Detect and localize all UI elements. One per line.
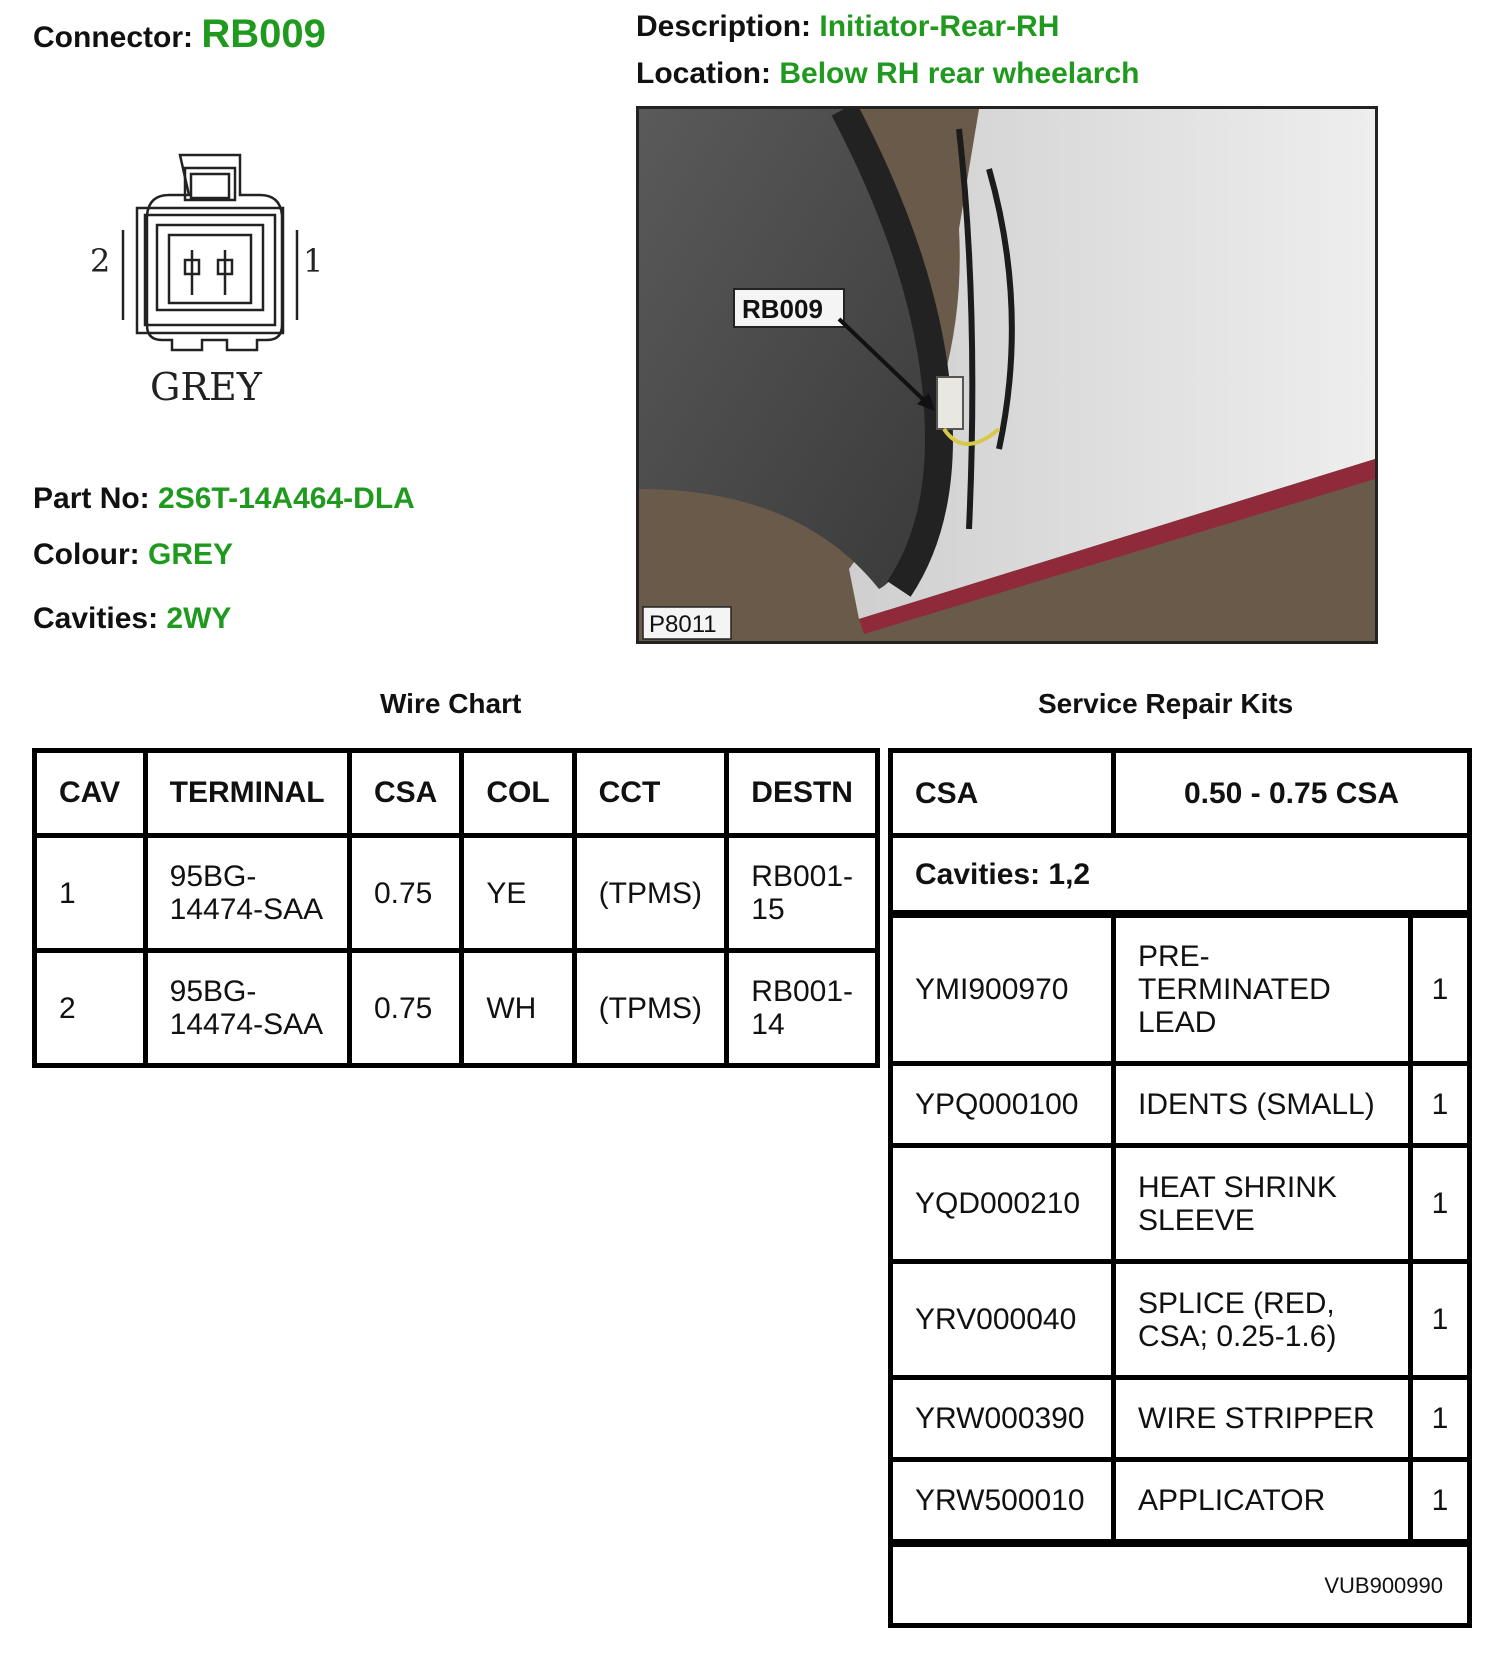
housing-inner <box>157 225 263 310</box>
kit-desc-line: LEAD <box>1138 1006 1217 1039</box>
terminal-line-2: 14474-SAA <box>169 893 324 926</box>
housing-mid <box>145 215 275 325</box>
destn-line-1: RB001- <box>751 975 853 1008</box>
destn-line-2: 14 <box>751 1008 785 1041</box>
cell-csa: 0.75 <box>352 838 464 953</box>
repair-kits-table <box>888 748 1472 1628</box>
cell-col: YE <box>464 838 576 953</box>
destn-line-2: 15 <box>751 893 785 926</box>
list-item <box>893 1380 1467 1462</box>
location-value: Below RH rear wheelarch <box>779 57 1140 90</box>
connector-heading <box>33 12 326 57</box>
part-no-label: Part No: <box>33 482 150 515</box>
photo-ref-label: P8011 <box>649 611 717 638</box>
terminal-line-1: 95BG- <box>169 975 257 1008</box>
description-label: Description: <box>636 10 812 43</box>
cell-terminal <box>148 953 352 1063</box>
kit-part-number: YMI900970 <box>915 973 1069 1006</box>
connector-label: Connector: <box>33 21 193 54</box>
kit-part-number: YPQ000100 <box>915 1088 1079 1121</box>
kit-quantity: 1 <box>1431 1303 1449 1336</box>
kits-header-csa: CSA <box>915 776 979 810</box>
kits-header-row <box>893 753 1467 838</box>
header-destn: DESTN <box>729 753 875 838</box>
connector-value: RB009 <box>201 12 326 56</box>
cell-terminal <box>148 838 352 953</box>
pin-number-1: 1 <box>303 242 324 280</box>
terminal-line-2: 14474-SAA <box>169 1008 324 1041</box>
kit-desc-line: HEAT SHRINK <box>1138 1170 1337 1204</box>
table-row <box>37 838 875 953</box>
housing-outer <box>137 208 283 333</box>
kit-description <box>1116 1264 1408 1375</box>
cell-destn <box>729 953 875 1063</box>
kit-description: APPLICATOR <box>1138 1484 1326 1517</box>
kit-quantity: 1 <box>1431 1088 1449 1121</box>
kits-header-range: 0.50 - 0.75 CSA <box>1183 776 1400 810</box>
photo-callout-label: RB009 <box>742 294 823 324</box>
wire-chart-title: Wire Chart <box>380 688 522 719</box>
wire-chart-header-row <box>37 753 875 838</box>
header-csa: CSA <box>352 753 464 838</box>
cell-csa: 0.75 <box>352 953 464 1063</box>
kit-quantity: 1 <box>1431 1484 1449 1517</box>
list-item <box>893 1148 1467 1264</box>
kit-description <box>1116 918 1408 1061</box>
cell-cct: (TPMS) <box>577 953 730 1063</box>
latch-inner <box>191 174 229 198</box>
kit-quantity: 1 <box>1431 973 1449 1006</box>
kits-footer-row <box>893 1544 1467 1623</box>
description-value: Initiator-Rear-RH <box>819 10 1060 43</box>
cell-cct: (TPMS) <box>577 838 730 953</box>
cell-col: WH <box>464 953 576 1063</box>
terminal-pin-1 <box>218 250 232 295</box>
destn-line-1: RB001- <box>751 860 853 893</box>
location-line <box>636 57 1139 91</box>
kit-description <box>1116 1148 1408 1259</box>
cavities-label: Cavities: <box>33 602 159 635</box>
cell-cav: 2 <box>37 953 148 1063</box>
header-cav: CAV <box>37 753 148 838</box>
kit-desc-line: TERMINATED <box>1138 973 1331 1006</box>
kit-desc-line: SPLICE (RED, <box>1138 1286 1335 1320</box>
location-photo <box>636 106 1378 644</box>
list-item <box>893 1462 1467 1544</box>
list-item <box>893 1066 1467 1148</box>
table-row <box>37 953 875 1063</box>
cell-cav: 1 <box>37 838 148 953</box>
side-ribs <box>123 230 297 320</box>
description-line <box>636 10 1059 44</box>
kit-description: WIRE STRIPPER <box>1138 1402 1375 1435</box>
location-label: Location: <box>636 57 771 90</box>
list-item <box>893 918 1467 1066</box>
terminal-line-1: 95BG- <box>169 860 257 893</box>
kits-cavities-text: Cavities: 1,2 <box>915 857 1091 891</box>
kit-desc-line: PRE- <box>1138 940 1210 973</box>
kit-part-number: YRW000390 <box>915 1402 1085 1435</box>
kit-number: VUB900990 <box>1324 1572 1443 1598</box>
kit-desc-line: SLEEVE <box>1138 1203 1255 1237</box>
colour-line <box>33 538 233 572</box>
colour-label: Colour: <box>33 538 140 571</box>
colour-value: GREY <box>147 538 234 571</box>
part-no-line <box>33 482 415 516</box>
terminal-cavity <box>169 235 251 303</box>
cavities-value: 2WY <box>166 602 232 635</box>
connector-in-photo <box>937 377 963 429</box>
part-no-value: 2S6T-14A464-DLA <box>158 482 415 515</box>
terminal-pin-2 <box>185 250 199 295</box>
repair-kits-title: Service Repair Kits <box>1038 688 1294 719</box>
diagram-colour-text: GREY <box>150 365 262 409</box>
pin-number-2: 2 <box>90 242 111 280</box>
kit-quantity: 1 <box>1431 1402 1449 1435</box>
photo-illustration <box>639 109 1375 641</box>
kits-cavities-row <box>893 838 1467 918</box>
header-terminal: TERMINAL <box>148 753 352 838</box>
cavities-line <box>33 602 231 636</box>
cell-destn <box>729 838 875 953</box>
kit-part-number: YRV000040 <box>915 1303 1077 1336</box>
list-item <box>893 1264 1467 1380</box>
header-col: COL <box>464 753 576 838</box>
wire-chart-table <box>32 748 880 1068</box>
kit-desc-line: CSA; 0.25-1.6) <box>1138 1319 1337 1353</box>
kit-part-number: YRW500010 <box>915 1484 1085 1517</box>
kit-quantity: 1 <box>1431 1187 1449 1220</box>
kit-description: IDENTS (SMALL) <box>1138 1088 1375 1121</box>
connector-face-diagram <box>85 150 345 430</box>
header-cct: CCT <box>577 753 730 838</box>
kit-part-number: YQD000210 <box>915 1187 1081 1220</box>
